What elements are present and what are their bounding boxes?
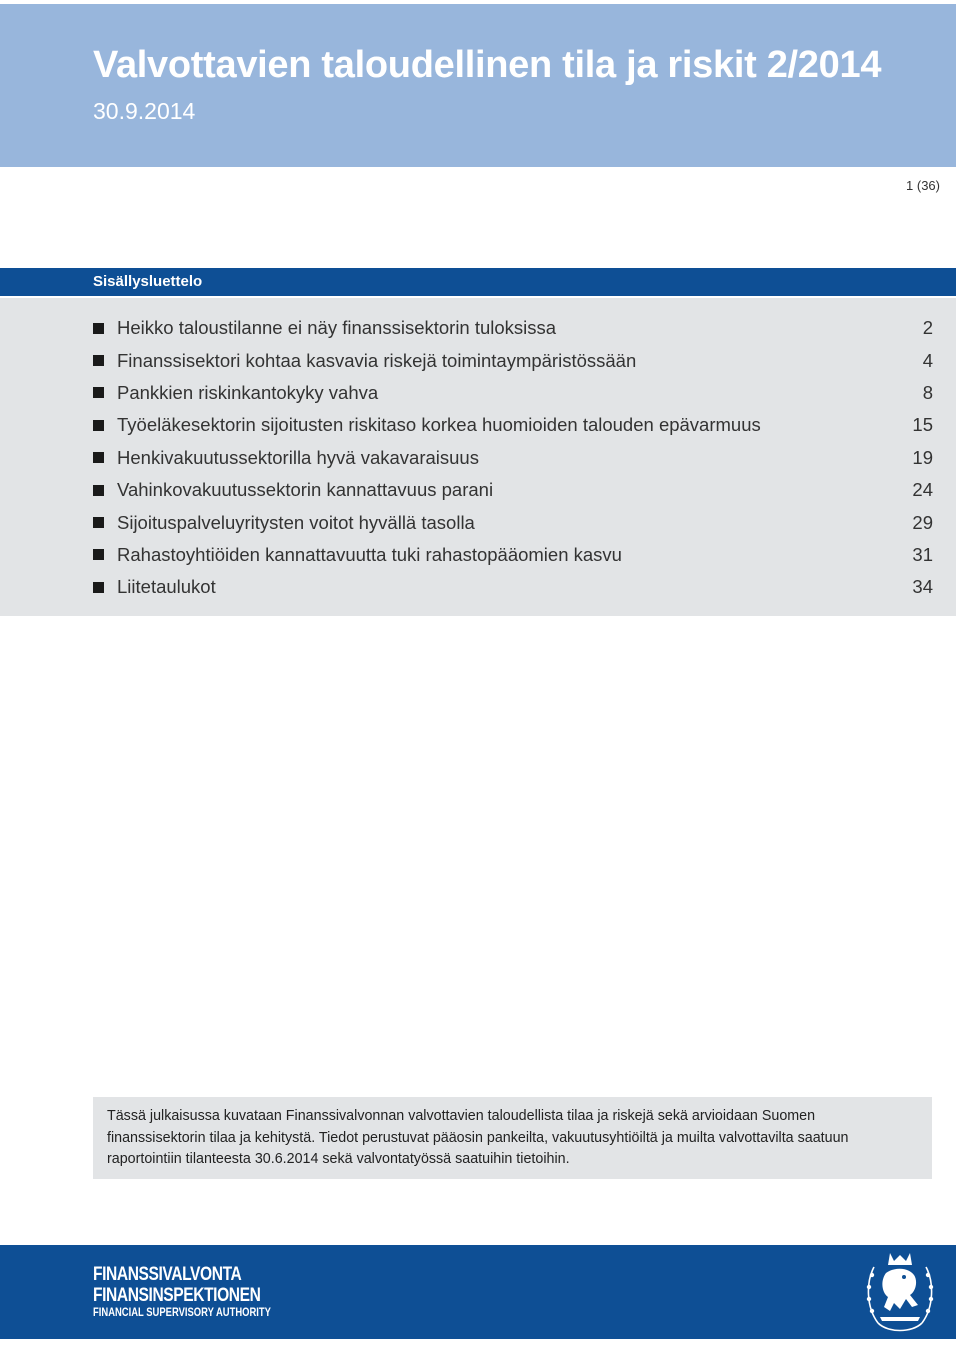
toc-item-label: Työeläkesektorin sijoitusten riskitaso korkea huomioiden talouden epävarmuus	[117, 414, 761, 436]
summary-box	[93, 1097, 932, 1179]
org-name-sv: FINANSINSPEKTIONEN	[93, 1285, 261, 1306]
toc-item-label: Heikko taloustilanne ei näy finanssisektorin tuloksissa	[117, 317, 557, 339]
toc-item-label: Pankkien riskinkantokyky vahva	[117, 381, 379, 403]
toc-item-page: 29	[912, 511, 933, 533]
toc-item[interactable]	[93, 442, 933, 474]
toc-item[interactable]	[93, 409, 933, 441]
document-date: 30.9.2014	[93, 98, 196, 124]
square-bullet-icon	[93, 517, 104, 528]
toc-item-label: Sijoituspalveluyritysten voitot hyvällä tasolla	[117, 511, 475, 533]
toc-item-page: 34	[912, 576, 933, 598]
document-title: Valvottavien taloudellinen tila ja riskit 2/2014	[93, 44, 882, 86]
toc-item-page: 31	[912, 543, 933, 565]
toc-item-page: 4	[922, 349, 933, 371]
toc-item-label: Rahastoyhtiöiden kannattavuutta tuki rahastopääomien kasvu	[117, 543, 622, 565]
table-of-contents	[0, 298, 956, 616]
org-name-en: FINANCIAL SUPERVISORY AUTHORITY	[93, 1307, 271, 1319]
square-bullet-icon	[93, 452, 104, 463]
square-bullet-icon	[93, 582, 104, 593]
toc-item-page: 15	[912, 414, 933, 436]
square-bullet-icon	[93, 323, 104, 334]
toc-item[interactable]	[93, 474, 933, 506]
toc-item[interactable]	[93, 539, 933, 571]
footer	[0, 1245, 956, 1339]
toc-item-page: 8	[922, 381, 933, 403]
document-header	[0, 4, 956, 167]
org-name-fi: FINANSSIVALVONTA	[93, 1264, 242, 1285]
toc-heading: Sisällysluettelo	[93, 273, 203, 290]
toc-item[interactable]	[93, 377, 933, 409]
toc-item[interactable]	[93, 506, 933, 538]
toc-item-label: Liitetaulukot	[117, 576, 216, 598]
toc-item[interactable]	[93, 571, 933, 603]
toc-item-page: 19	[912, 446, 933, 468]
toc-item-page: 2	[922, 317, 933, 339]
toc-item[interactable]	[93, 312, 933, 344]
toc-item-page: 24	[912, 479, 933, 501]
lion-coat-of-arms-icon	[860, 1247, 940, 1337]
toc-item[interactable]	[93, 344, 933, 376]
square-bullet-icon	[93, 387, 104, 398]
square-bullet-icon	[93, 549, 104, 560]
toc-heading-bar	[0, 268, 956, 296]
square-bullet-icon	[93, 485, 104, 496]
square-bullet-icon	[93, 355, 104, 366]
toc-item-label: Henkivakuutussektorilla hyvä vakavaraisuus	[117, 446, 479, 468]
toc-item-label: Finanssisektori kohtaa kasvavia riskejä toimintaympäristössään	[117, 349, 637, 371]
page-number: 1 (36)	[906, 178, 940, 193]
summary-text: Tässä julkaisussa kuvataan Finanssivalvonnan valvottavien taloudellista tilaa ja riskejä sekä arvioidaan Suomen finanssisektorin tilaa ja kehitystä. Tiedot perustuvat pääosin pankeilta, vakuutusyhtiöiltä ja muilta valvottavilta saatuun raportointiin tilanteesta 30.6.2014 sekä valvontatyössä saatuihin tietoihin.	[107, 1108, 849, 1167]
toc-item-label: Vahinkovakuutussektorin kannattavuus parani	[117, 479, 494, 501]
square-bullet-icon	[93, 420, 104, 431]
toc-list	[93, 312, 933, 604]
